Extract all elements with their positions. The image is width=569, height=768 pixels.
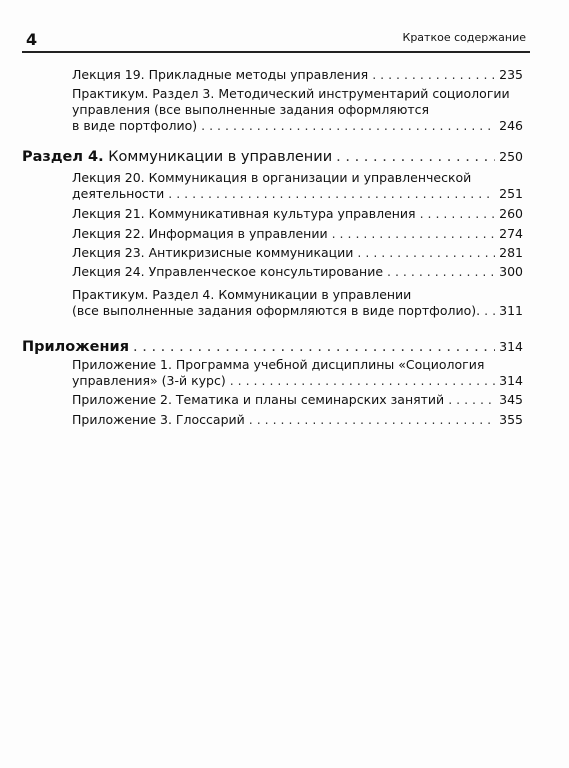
toc-section-appendices bbox=[22, 338, 523, 356]
toc-entry-text-line: Приложение 1. Программа учебной дисциплины «Социология bbox=[72, 357, 485, 372]
toc-entry-appendix-1 bbox=[72, 357, 523, 389]
dot-leader bbox=[336, 148, 495, 166]
dot-leader bbox=[201, 118, 495, 134]
dot-leader bbox=[357, 245, 495, 261]
toc-entry-text-line: управления (все выполненные задания оформляются bbox=[72, 102, 430, 117]
toc-entry-text: Приложение 2. Тематика и планы семинарских занятий bbox=[72, 392, 445, 407]
toc-page-number: 314 bbox=[499, 373, 523, 388]
section-title: Приложения bbox=[22, 339, 130, 355]
toc-entry-text-line: управления» (3-й курс) bbox=[72, 373, 226, 388]
running-title: Краткое содержание bbox=[402, 31, 526, 44]
toc-entry-text: Лекция 21. Коммуникативная культура управления bbox=[72, 206, 416, 221]
toc-page-number: 246 bbox=[499, 118, 523, 133]
toc-page-number: 235 bbox=[499, 67, 523, 82]
toc-section-4 bbox=[22, 148, 523, 166]
dot-leader bbox=[420, 206, 496, 222]
toc-entry-appendix-3 bbox=[72, 412, 523, 428]
toc-entry-text: Лекция 23. Антикризисные коммуникации bbox=[72, 245, 354, 260]
dot-leader bbox=[387, 264, 495, 280]
toc-entry-practicum-3 bbox=[72, 86, 523, 134]
toc-entry-text-line: Лекция 20. Коммуникация в организации и управленческой bbox=[72, 170, 472, 185]
toc-entry-text-line: деятельности bbox=[72, 186, 165, 201]
dot-leader bbox=[168, 186, 495, 202]
toc-entry-text: Приложение 3. Глоссарий bbox=[72, 412, 245, 427]
toc-entry-lecture-22 bbox=[72, 226, 523, 242]
toc-page-number: 251 bbox=[499, 186, 523, 201]
toc-page-number: 250 bbox=[499, 149, 523, 164]
toc-entry-lecture-20 bbox=[72, 170, 523, 202]
page-header bbox=[22, 27, 530, 53]
toc-entry-lecture-23 bbox=[72, 245, 523, 261]
page-number: 4 bbox=[26, 30, 38, 49]
toc-page-number: 311 bbox=[499, 303, 523, 318]
toc-entry-practicum-4 bbox=[72, 287, 523, 319]
toc-entry-text: Лекция 22. Информация в управлении bbox=[72, 226, 328, 241]
dot-leader bbox=[133, 338, 495, 356]
toc-page-number: 355 bbox=[499, 412, 523, 427]
dot-leader bbox=[484, 303, 495, 319]
toc-entry-text-line: Практикум. Раздел 4. Коммуникации в управлении bbox=[72, 287, 412, 302]
toc-page-number: 345 bbox=[499, 392, 523, 407]
section-title: Коммуникации в управлении bbox=[108, 149, 333, 165]
dot-leader bbox=[372, 67, 495, 83]
toc-entry-lecture-21 bbox=[72, 206, 523, 222]
toc-page-number: 300 bbox=[499, 264, 523, 279]
toc-entry-appendix-2 bbox=[72, 392, 523, 408]
toc-page-number: 314 bbox=[499, 339, 523, 354]
toc-entry-lecture-24 bbox=[72, 264, 523, 280]
dot-leader bbox=[448, 392, 495, 408]
toc-page-number: 260 bbox=[499, 206, 523, 221]
toc-page-number: 281 bbox=[499, 245, 523, 260]
dot-leader bbox=[249, 412, 495, 428]
toc-entry-text-line: Практикум. Раздел 3. Методический инструментарий социологии bbox=[72, 86, 510, 101]
toc-page-number: 274 bbox=[499, 226, 523, 241]
dot-leader bbox=[332, 226, 496, 242]
dot-leader bbox=[230, 373, 495, 389]
toc-entry-lecture-19 bbox=[72, 67, 523, 83]
toc-entry-text: Лекция 19. Прикладные методы управления bbox=[72, 67, 369, 82]
toc-entry-text-line: в виде портфолио) bbox=[72, 118, 198, 133]
section-label: Раздел 4. bbox=[22, 149, 104, 165]
toc-entry-text-line: (все выполненные задания оформляются в виде портфолио). bbox=[72, 303, 481, 318]
toc-entry-text: Лекция 24. Управленческое консультирование bbox=[72, 264, 384, 279]
